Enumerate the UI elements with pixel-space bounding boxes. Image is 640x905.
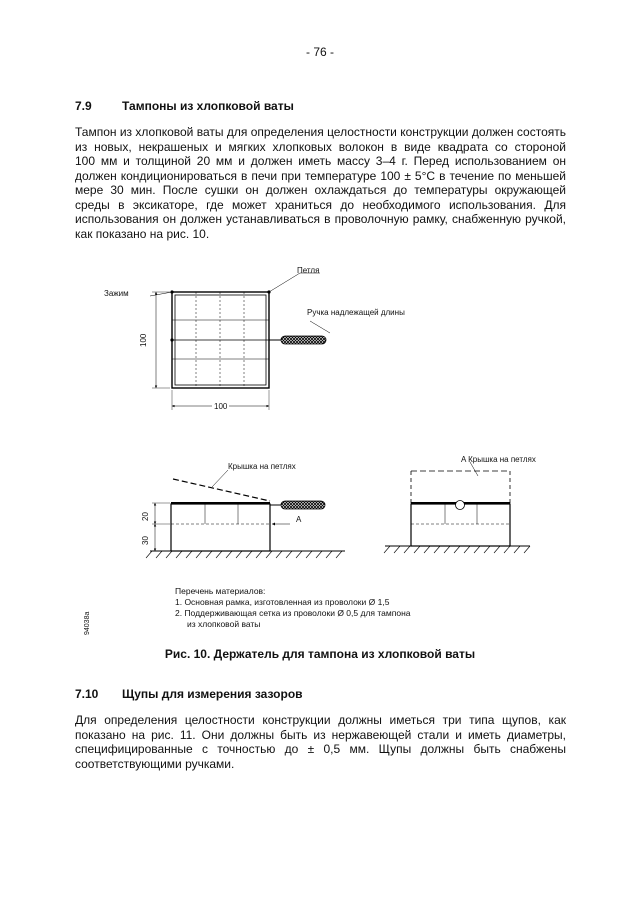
paragraph-line: специфицированные с точностью до ± 0,5 мм. Щупы должны быть снабжены [75,742,566,756]
top-view-handle [281,336,326,344]
section-7-10-number: 7.10 [75,687,99,701]
side-view-handle [281,501,325,509]
label-lid: Крышка на петлях [228,462,296,471]
label-view-a: A [296,515,302,524]
paragraph-line: среды в эксикаторе, где может храниться до необходимого использования. Для [75,197,566,212]
label-dimension-30: 30 [141,536,150,545]
paragraph-line: мере 30 мин. После сушки он должен охлаждаться до температуры окружающей [75,183,566,197]
loop-leader [269,273,300,292]
handle-leader [310,321,330,333]
section-7-9-number: 7.9 [75,99,92,113]
label-clamp: Зажим [104,289,129,298]
materials-heading: Перечень материалов: [175,586,266,596]
label-dimension-width: 100 [214,402,228,411]
label-dimension-height: 100 [139,333,148,347]
paragraph-line: должен кондиционироваться в печи при температуре 100 ± 5°C в течение по меньшей [75,168,566,183]
section-7-10-title: Щупы для измерения зазоров [122,687,303,701]
section-7-9-title: Тампоны из хлопковой ваты [122,99,294,113]
front-view-ground-hatch [384,546,530,553]
paragraph-line: Тампон из хлопковой ваты для определения целостности конструкции должен состоять [75,125,566,139]
figure-code: 94038a [84,611,91,635]
lid-leader [212,470,228,487]
materials-item-2-cont: из хлопковой ваты [187,619,261,629]
top-view-frame [172,292,269,388]
clamp-leader [150,292,172,296]
label-handle: Ручка надлежащей длины [307,308,405,317]
side-view [150,479,345,551]
materials-item-1: 1. Основная рамка, изготовленная из проволоки Ø 1,5 [175,597,390,607]
side-view-ground-hatch [146,551,342,558]
paragraph-line: 100 мм и толщиной 20 мм и должен иметь массу 3–4 г. Перед использованием он [75,154,566,168]
clamp-point [170,338,173,341]
front-lid-leader [470,462,478,476]
handle-end-circle [456,501,465,510]
page-number: - 76 - [305,45,334,59]
label-loop: Петля [297,266,320,275]
label-dimension-20: 20 [141,512,150,521]
paragraph-line: использования он должен устанавливаться в проволочную рамку, снабженную ручкой, [75,212,566,226]
paragraph-line: из новых, некрашеных и мягких хлопковых волокон в виде квадрата со стороной [75,139,566,154]
paragraph-line: Для определения целостности конструкции должны иметься три типа щупов, как [75,713,566,727]
paragraph-line: соответствующими ручками. [75,756,235,771]
paragraph-line: как показано на рис. 10. [75,226,210,241]
materials-item-2: 2. Поддерживающая сетка из проволоки Ø 0,5 для тампона [175,608,411,618]
figure-caption: Рис. 10. Держатель для тампона из хлопковой ваты [164,647,476,661]
section-7-10-paragraph [75,713,566,771]
paragraph-line: показано на рис. 11. Они должны быть из нержавеющей стали и иметь диаметры, [75,727,566,742]
label-front-lid: A Крышка на петлях [461,455,536,464]
